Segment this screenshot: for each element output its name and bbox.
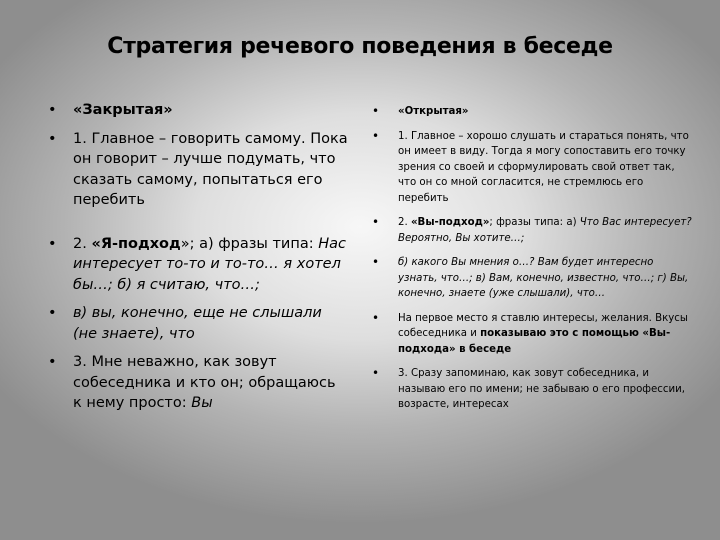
list-item-italic: в) вы, конечно, еще не слышали (не знаете), что xyxy=(73,305,322,342)
list-item xyxy=(48,100,348,121)
list-item-italic: Нас интересует то-то и то-то… я хотел бы…; б) я считаю, что…; xyxy=(73,235,346,293)
list-item-text: 3. Мне неважно, как зовут собеседника и кто он; обращаюсь к нему просто: xyxy=(73,354,336,411)
list-item-text: »; а) фразы типа: xyxy=(180,235,319,252)
closed-strategy-list xyxy=(48,100,348,422)
list-item xyxy=(372,104,692,120)
list-item-bold: «Вы-подход» xyxy=(410,217,490,228)
list-item xyxy=(372,215,692,246)
list-item xyxy=(372,255,692,302)
list-item xyxy=(372,129,692,207)
closed-heading: «Закрытая» xyxy=(73,102,173,118)
list-item-text: 2. xyxy=(398,217,411,228)
list-item-italic: Вы xyxy=(191,395,213,411)
list-item-text: 1. Главное – говорить самому. Пока он говорит – лучше подумать, что сказать самому, попытаться его перебить xyxy=(73,130,348,208)
list-item-text: 2. xyxy=(73,235,92,252)
list-item-text: На первое место я ставлю интересы, желания. Вкусы собеседника и xyxy=(398,312,688,339)
list-item xyxy=(372,311,692,358)
list-item-italic: Что Вас интересует? Вероятно, Вы хотите…; xyxy=(398,217,692,244)
list-item-text: 1. Главное – хорошо слушать и стараться понять, что он имеет в виду. Тогда я могу сопоставить его точку зрения со своей и сформулировать свой ответ так, что он со мной согласится, не стремлюсь его перебить xyxy=(398,130,689,204)
open-heading: «Открытая» xyxy=(398,106,469,117)
slide-title: Стратегия речевого поведения в беседе xyxy=(107,34,613,59)
list-item-bold: «Я-подход xyxy=(91,235,181,252)
list-item-italic: б) какого Вы мнения о…? Вам будет интересно узнать, что…; в) Вам, конечно, известно, что…; г) Вы, конечно, знаете (уже слышали), что… xyxy=(398,257,689,299)
list-item xyxy=(48,234,348,296)
list-item xyxy=(48,303,348,344)
list-item xyxy=(48,129,348,211)
list-item xyxy=(372,366,692,413)
list-item-bold: показываю это с помощью «Вы-подхода» в беседе xyxy=(398,328,671,355)
open-strategy-list xyxy=(372,104,692,422)
list-item-text: 3. Сразу запоминаю, как зовут собеседника, и называю его по имени; не забываю о его профессии, возрасте, интересах xyxy=(398,368,685,410)
list-item xyxy=(48,352,348,414)
list-item-text: ; фразы типа: а) xyxy=(489,217,580,228)
